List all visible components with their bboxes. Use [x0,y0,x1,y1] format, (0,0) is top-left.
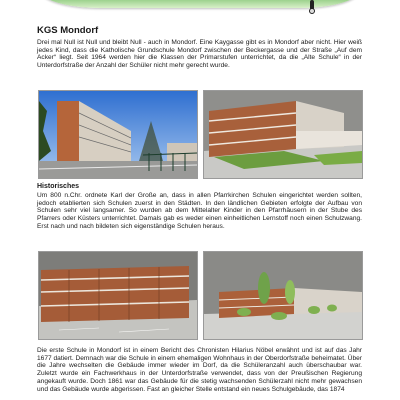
section-heading: Historisches [37,183,80,190]
intro-paragraph: Drei mal Null ist Null und bleibt Null - auch in Mondorf. Eine Kaygasse gibt es in Mondorf aber nicht. Hier weiß jedes Kind, dass die Katholische Grundschule Mondorf zwischen der Beckergasse und der Straße „Auf dem Acker“ liegt. Seit 1964 werden hier die Klassen der Primarstufen unterrichtet, da die „Alte Schule“ in der Unterdorfstraße der Anzahl der Schüler nicht mehr gerecht wurde. [37,39,362,70]
school-building-photo [38,90,198,179]
school-model-trees-photo [203,251,363,340]
school-model-schoolyard-photo [38,251,198,340]
history-paragraph: Um 800 n.Chr. ordnete Karl der Große an, dass in allen Pfarrkirchen Schulen eingerichtet werden sollten, jedoch etablierten sich Schulen zuerst in den Städten. In den ländlichen Gebieten erfolgte der Aufbau von Schulen sehr viel langsamer. So wurden ab dem Mittelalter Kinder in den Pfarrhäusern in der Stube des Pfarrers oder Küsters unterrichtet. Damals gab es weder einen einheitlichen Lernstoff noch einen Schulzwang. Erst nach und nach bildeten sich eigenständige Schulen heraus. [37,192,362,230]
header-pin-icon [305,0,319,14]
school-model-photo [203,90,363,179]
page-title: KGS Mondorf [37,25,99,36]
history-continued-paragraph: Die erste Schule in Mondorf ist in einem Bericht des Chronisten Hilarius Nöbel erwähnt und ist auf das Jahr 1677 datiert. Demnach war die Schule in einem ehemaligen Wohnhaus in der Oberdorfstraße beheimatet. Über die Jahre wechselten die Gebäude immer wieder im Dorf, da die Schüleranzahl auch überschaubar war. Zuletzt wurde ein Fachwerkhaus in der Unterdorfstraße verwendet, dass von der Preußischen Regierung angekauft wurde. Doch 1861 war das Gebäude für die stetig wachsenden Schülerzahl nicht mehr gewachsen und das Gebäude wurde abgerissen. Fast an gleicher Stelle entstand ein neues Schulgebäude, das 1874 [37,347,362,393]
